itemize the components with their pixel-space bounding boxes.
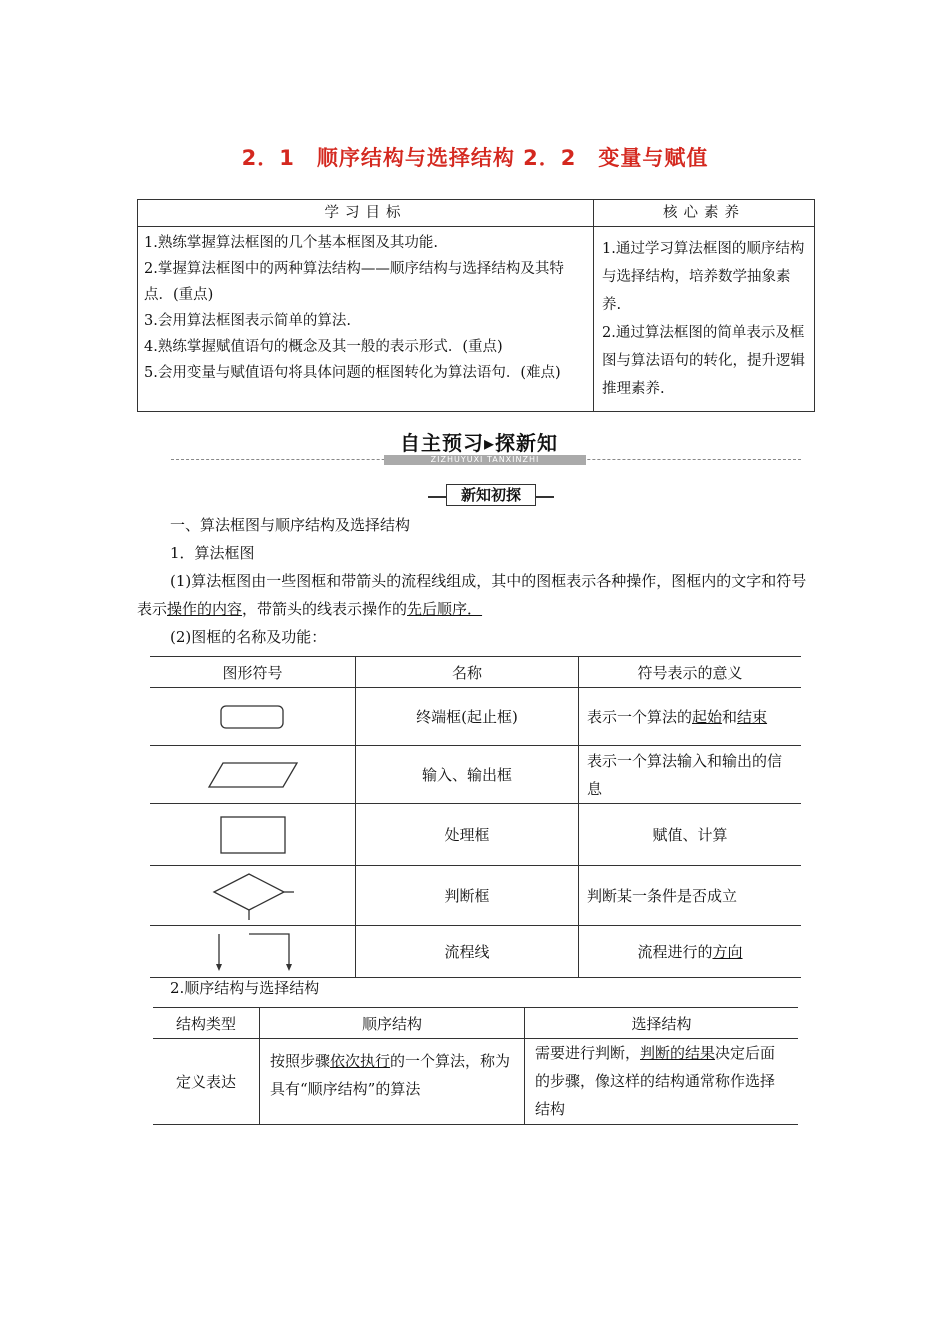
frame-name: 终端框(起止框) [356, 688, 579, 746]
row-label: 定义表达 [153, 1039, 260, 1125]
frame-meaning [579, 688, 802, 746]
sub-heading-2: 2.顺序结构与选择结构 [170, 979, 320, 997]
frame-name: 流程线 [356, 926, 579, 978]
banner-arrow-icon: ▸ [484, 431, 496, 455]
structures-table [153, 1007, 798, 1125]
frame-meaning [579, 926, 802, 978]
terminal-icon [150, 688, 356, 746]
goal-item: 2.掌握算法框图中的两种算法结构——顺序结构与选择结构及其特点．(重点) [144, 261, 564, 303]
diamond-icon [150, 866, 356, 926]
goals-header-right: 核心素养 [594, 200, 815, 227]
goals-table [137, 199, 815, 412]
sub-heading-1: 1．算法框图 [170, 544, 255, 562]
frames-header: 名称 [356, 657, 579, 688]
table-row [150, 746, 801, 804]
table-row [150, 926, 801, 978]
frames-header: 符号表示的意义 [579, 657, 802, 688]
para-text: ，带箭头的线表示操作的 [242, 600, 408, 618]
structures-header: 选择结构 [525, 1008, 799, 1039]
para-underline: 先后顺序． [407, 600, 483, 618]
meaning-text: 流程进行的 [637, 943, 713, 961]
table-row [150, 688, 801, 746]
goal-item: 1.熟练掌握算法框图的几个基本框图及其功能. [144, 235, 438, 251]
frames-header: 图形符号 [150, 657, 356, 688]
section-heading: 一、算法框图与顺序结构及选择结构 [170, 516, 411, 534]
frame-meaning: 赋值、计算 [579, 804, 802, 866]
literacy-item: 1.通过学习算法框图的顺序结构与选择结构，培养数学抽象素养. [602, 241, 805, 313]
frame-name: 输入、输出框 [356, 746, 579, 804]
parallelogram-icon [150, 746, 356, 804]
flow-arrow-icon [150, 926, 356, 978]
def-text: 决定后面的步骤，像这样的结构通常称作选择结构 [535, 1044, 776, 1118]
def-text: 按照步骤 [270, 1052, 331, 1070]
banner-text2: 探新知 [495, 431, 559, 455]
goals-list [138, 227, 594, 412]
goal-item: 3.会用算法框图表示简单的算法. [144, 313, 351, 329]
subheading-label: 新知初探 [446, 484, 536, 506]
paragraph-1 [137, 567, 817, 623]
sequence-definition [260, 1039, 525, 1125]
def-text: 的一个算法，称为具有“顺序结构”的算法 [270, 1052, 511, 1098]
frame-meaning: 表示一个算法输入和输出的信息 [579, 746, 802, 804]
selection-definition [525, 1039, 799, 1125]
literacy-list [594, 227, 815, 412]
rectangle-icon [150, 804, 356, 866]
meaning-underline: 起始 [692, 707, 723, 726]
goal-item: 4.熟练掌握赋值语句的概念及其一般的表示形式．(重点) [144, 339, 503, 355]
frame-name: 判断框 [356, 866, 579, 926]
banner-title [400, 427, 558, 456]
goal-item: 5.会用变量与赋值语句将具体问题的框图转化为算法语句．(难点) [144, 365, 561, 381]
meaning-underline: 方向 [712, 943, 743, 961]
structures-header: 结构类型 [153, 1008, 260, 1039]
subheading [428, 484, 554, 506]
meaning-text: 和 [722, 707, 738, 726]
banner-text: 自主预习 [400, 431, 484, 455]
def-underline: 判断的结果 [640, 1044, 716, 1062]
meaning-underline: 结束 [737, 707, 768, 726]
page-title: 2．1 顺序结构与选择结构 2．2 变量与赋值 [241, 146, 709, 170]
literacy-item: 2.通过算法框图的简单表示及框图与算法语句的转化，提升逻辑推理素养. [602, 325, 805, 397]
structures-header: 顺序结构 [260, 1008, 525, 1039]
banner-strip: ZIZHUYUXI TANXINZHI [384, 455, 586, 465]
table-row [150, 866, 801, 926]
para-text: (1)算法框图由一些图框和带箭头的流程线组成，其中的图框表示各种操作，图框内的文字和符号表示 [137, 572, 807, 618]
para-underline: 操作的内容 [167, 600, 243, 618]
table-row [153, 1039, 798, 1125]
goals-header-left: 学习目标 [138, 200, 594, 227]
def-underline: 依次执行 [330, 1052, 391, 1070]
paragraph-2: (2)图框的名称及功能： [170, 628, 327, 646]
frames-table [150, 656, 801, 978]
section-banner [0, 427, 950, 467]
meaning-text: 表示一个算法的 [587, 707, 693, 726]
frame-meaning: 判断某一条件是否成立 [579, 866, 802, 926]
table-row [150, 804, 801, 866]
frame-name: 处理框 [356, 804, 579, 866]
def-text: 需要进行判断， [535, 1044, 641, 1062]
